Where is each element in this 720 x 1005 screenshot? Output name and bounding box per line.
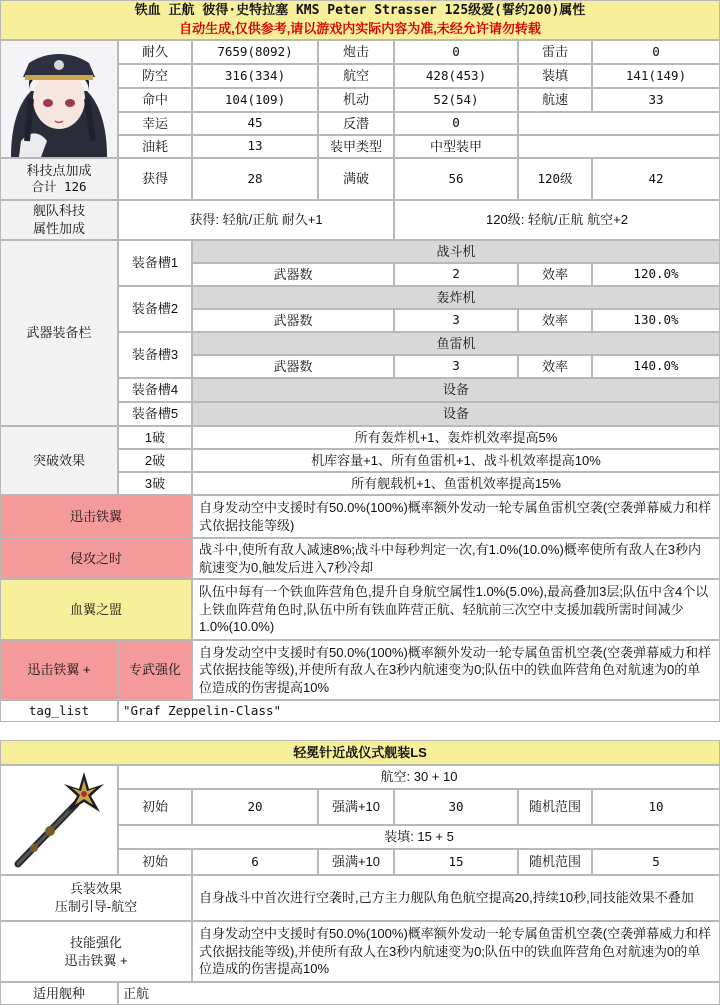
stat-value-accuracy: 104(109) <box>192 88 318 112</box>
fleet-label-line2: 属性加成 <box>32 221 85 236</box>
gear-reload-random-label: 随机范围 <box>518 849 592 875</box>
gear-aviation-initial-label: 初始 <box>118 789 192 825</box>
equip-slot-1-weapons-value: 2 <box>394 263 518 286</box>
skill-4-upgrade-tag: 专武强化 <box>118 640 192 700</box>
character-portrait <box>0 40 118 158</box>
gear-title: 轻冕针近战仪式舰装LS <box>0 740 720 765</box>
equip-slot-3-weapons-value: 3 <box>394 355 518 378</box>
equip-slot-2-eff-label: 效率 <box>518 309 592 332</box>
scepter-icon <box>4 768 114 872</box>
stat-label-accuracy: 命中 <box>118 88 192 112</box>
gear-skill-label-line1: 技能强化 <box>69 934 122 950</box>
stat-label-torpedo: 雷击 <box>518 40 592 64</box>
stat-value-aviation: 428(453) <box>394 64 518 88</box>
tech-label-line1: 科技点加成 <box>26 162 92 178</box>
gear-skill-desc: 自身发动空中支援时有50.0%(100%)概率额外发动一轮专属鱼雷机空袭(空袭弹幕威力和样式依据技能等级),并使所有敌人在3秒内航速变为0;队伍中的铁血阵营角色对航速为0的单位造成的伤害提高10% <box>192 921 720 982</box>
gear-reload-random-value: 5 <box>592 849 720 875</box>
tech-maxlb-label: 满破 <box>318 158 394 200</box>
equip-slot-4-label: 装备槽4 <box>118 378 192 402</box>
stat-empty-cell <box>518 135 720 158</box>
limit-break-label: 突破效果 <box>0 426 118 495</box>
gear-aviation-initial-value: 20 <box>192 789 318 825</box>
gear-ship-type-label: 适用舰种 <box>0 982 118 1005</box>
gear-effect-label-line1: 兵装效果 <box>69 881 122 897</box>
stat-value-luck: 45 <box>192 112 318 135</box>
stat-value-oil: 13 <box>192 135 318 158</box>
equip-slot-4-type: 设备 <box>192 378 720 402</box>
stat-value-aa: 316(334) <box>192 64 318 88</box>
stat-value-armor: 中型装甲 <box>394 135 518 158</box>
equip-slot-5-type: 设备 <box>192 402 720 426</box>
stat-label-oil: 油耗 <box>118 135 192 158</box>
fleet-tech-lv120: 120级: 轻航/正航 航空+2 <box>394 200 720 240</box>
skill-2-name: 侵攻之时 <box>0 538 192 579</box>
gear-reload-header: 装填: 15 + 5 <box>118 825 720 849</box>
equip-slot-3-eff-value: 140.0% <box>592 355 720 378</box>
tech-label-line2: 合计 126 <box>31 179 87 195</box>
limit-break-2-label: 2破 <box>118 449 192 472</box>
stat-label-aviation: 航空 <box>318 64 394 88</box>
stat-value-reload: 141(149) <box>592 64 720 88</box>
stat-label-firepower: 炮击 <box>318 40 394 64</box>
equip-slot-1-eff-value: 120.0% <box>592 263 720 286</box>
gear-reload-initial-label: 初始 <box>118 849 192 875</box>
tech-obtain-value: 28 <box>192 158 318 200</box>
stat-label-asw: 反潜 <box>318 112 394 135</box>
stat-label-armor: 装甲类型 <box>318 135 394 158</box>
skill-2-desc: 战斗中,使所有敌人减速8%;战斗中每秒判定一次,有1.0%(10.0%)概率使所有敌人在3秒内航速变为0,触发后进入7秒冷却 <box>192 538 720 579</box>
skill-3-name: 血翼之盟 <box>0 579 192 640</box>
equip-slot-5-label: 装备槽5 <box>118 402 192 426</box>
stat-label-evasion: 机动 <box>318 88 394 112</box>
portrait-image <box>1 41 117 157</box>
gear-image <box>0 765 118 875</box>
stat-value-evasion: 52(54) <box>394 88 518 112</box>
equip-slot-1-weapons-label: 武器数 <box>192 263 394 286</box>
equip-slot-3-eff-label: 效率 <box>518 355 592 378</box>
skill-1-name: 迅击铁翼 <box>0 495 192 538</box>
limit-break-1-label: 1破 <box>118 426 192 449</box>
gear-effect-label <box>0 875 192 921</box>
equip-slot-1-eff-label: 效率 <box>518 263 592 286</box>
tech-lv120-label: 120级 <box>518 158 592 200</box>
equip-slot-2-weapons-label: 武器数 <box>192 309 394 332</box>
gear-aviation-header: 航空: 30 + 10 <box>118 765 720 789</box>
gear-effect-label-line2: 压制引导-航空 <box>54 899 138 914</box>
tech-lv120-value: 42 <box>592 158 720 200</box>
stat-label-luck: 幸运 <box>118 112 192 135</box>
gear-reload-max-value: 15 <box>394 849 518 875</box>
stat-value-speed: 33 <box>592 88 720 112</box>
tag-list-label: tag_list <box>0 700 118 722</box>
limit-break-3-text: 所有舰载机+1、鱼雷机效率提高15% <box>192 472 720 495</box>
equip-slot-1-label: 装备槽1 <box>118 240 192 286</box>
skill-4-name: 迅击铁翼 + <box>0 640 118 700</box>
gear-effect-desc: 自身战斗中首次进行空袭时,己方主力舰队角色航空提高20,持续10秒,同技能效果不叠加 <box>192 875 720 921</box>
tech-obtain-label: 获得 <box>118 158 192 200</box>
fleet-tech-label <box>0 200 118 240</box>
stat-value-torpedo: 0 <box>592 40 720 64</box>
gear-aviation-max-label: 强满+10 <box>318 789 394 825</box>
gear-aviation-random-label: 随机范围 <box>518 789 592 825</box>
equip-slot-2-weapons-value: 3 <box>394 309 518 332</box>
gear-aviation-random-value: 10 <box>592 789 720 825</box>
gear-skill-label-line2: 迅击铁翼 + <box>64 952 128 968</box>
equip-slot-1-type: 战斗机 <box>192 240 720 263</box>
stat-label-aa: 防空 <box>118 64 192 88</box>
tech-points-label <box>0 158 118 200</box>
skill-4-desc: 自身发动空中支援时有50.0%(100%)概率额外发动一轮专属鱼雷机空袭(空袭弹幕威力和样式依据技能等级),并使所有敌人在3秒内航速变为0;队伍中的铁血阵营角色对航速为0的单位造成的伤害提高10% <box>192 640 720 700</box>
gear-reload-initial-value: 6 <box>192 849 318 875</box>
page-title: 铁血 正航 彼得·史特拉塞 KMS Peter Strasser 125级爱(誓约200)属性 <box>134 3 586 19</box>
stat-label-speed: 航速 <box>518 88 592 112</box>
limit-break-1-text: 所有轰炸机+1、轰炸机效率提高5% <box>192 426 720 449</box>
skill-3-desc: 队伍中每有一个铁血阵营角色,提升自身航空属性1.0%(5.0%),最高叠加3层;队伍中含4个以上铁血阵营角色时,队伍中所有铁血阵营正航、轻航前三次空中支援加载所需时间减少1.0%(10.0%) <box>192 579 720 640</box>
stat-label-reload: 装填 <box>518 64 592 88</box>
tech-maxlb-value: 56 <box>394 158 518 200</box>
equip-slot-3-weapons-label: 武器数 <box>192 355 394 378</box>
equip-slot-3-label: 装备槽3 <box>118 332 192 378</box>
equip-slot-2-label: 装备槽2 <box>118 286 192 332</box>
gear-aviation-max-value: 30 <box>394 789 518 825</box>
stat-empty-cell <box>518 112 720 135</box>
tag-list-value: "Graf Zeppelin-Class" <box>118 700 720 722</box>
skill-1-desc: 自身发动空中支援时有50.0%(100%)概率额外发动一轮专属鱼雷机空袭(空袭弹幕威力和样式依据技能等级) <box>192 495 720 538</box>
fleet-label-line1: 舰队科技 <box>32 203 85 219</box>
equip-slot-3-type: 鱼雷机 <box>192 332 720 355</box>
stat-value-firepower: 0 <box>394 40 518 64</box>
gear-reload-max-label: 强满+10 <box>318 849 394 875</box>
fleet-tech-obtain: 获得: 轻航/正航 耐久+1 <box>118 200 394 240</box>
warning-text: 自动生成,仅供参考,请以游戏内实际内容为准,未经允许请勿转载 <box>179 21 541 36</box>
equip-slot-2-type: 轰炸机 <box>192 286 720 309</box>
stat-label-hp: 耐久 <box>118 40 192 64</box>
stat-value-asw: 0 <box>394 112 518 135</box>
limit-break-3-label: 3破 <box>118 472 192 495</box>
equip-slot-2-eff-value: 130.0% <box>592 309 720 332</box>
equipment-section-label: 武器装备栏 <box>0 240 118 426</box>
gear-ship-type-value: 正航 <box>118 982 720 1005</box>
stat-value-hp: 7659(8092) <box>192 40 318 64</box>
header-banner <box>0 0 720 40</box>
limit-break-2-text: 机库容量+1、所有鱼雷机+1、战斗机效率提高10% <box>192 449 720 472</box>
gear-skill-label <box>0 921 192 982</box>
